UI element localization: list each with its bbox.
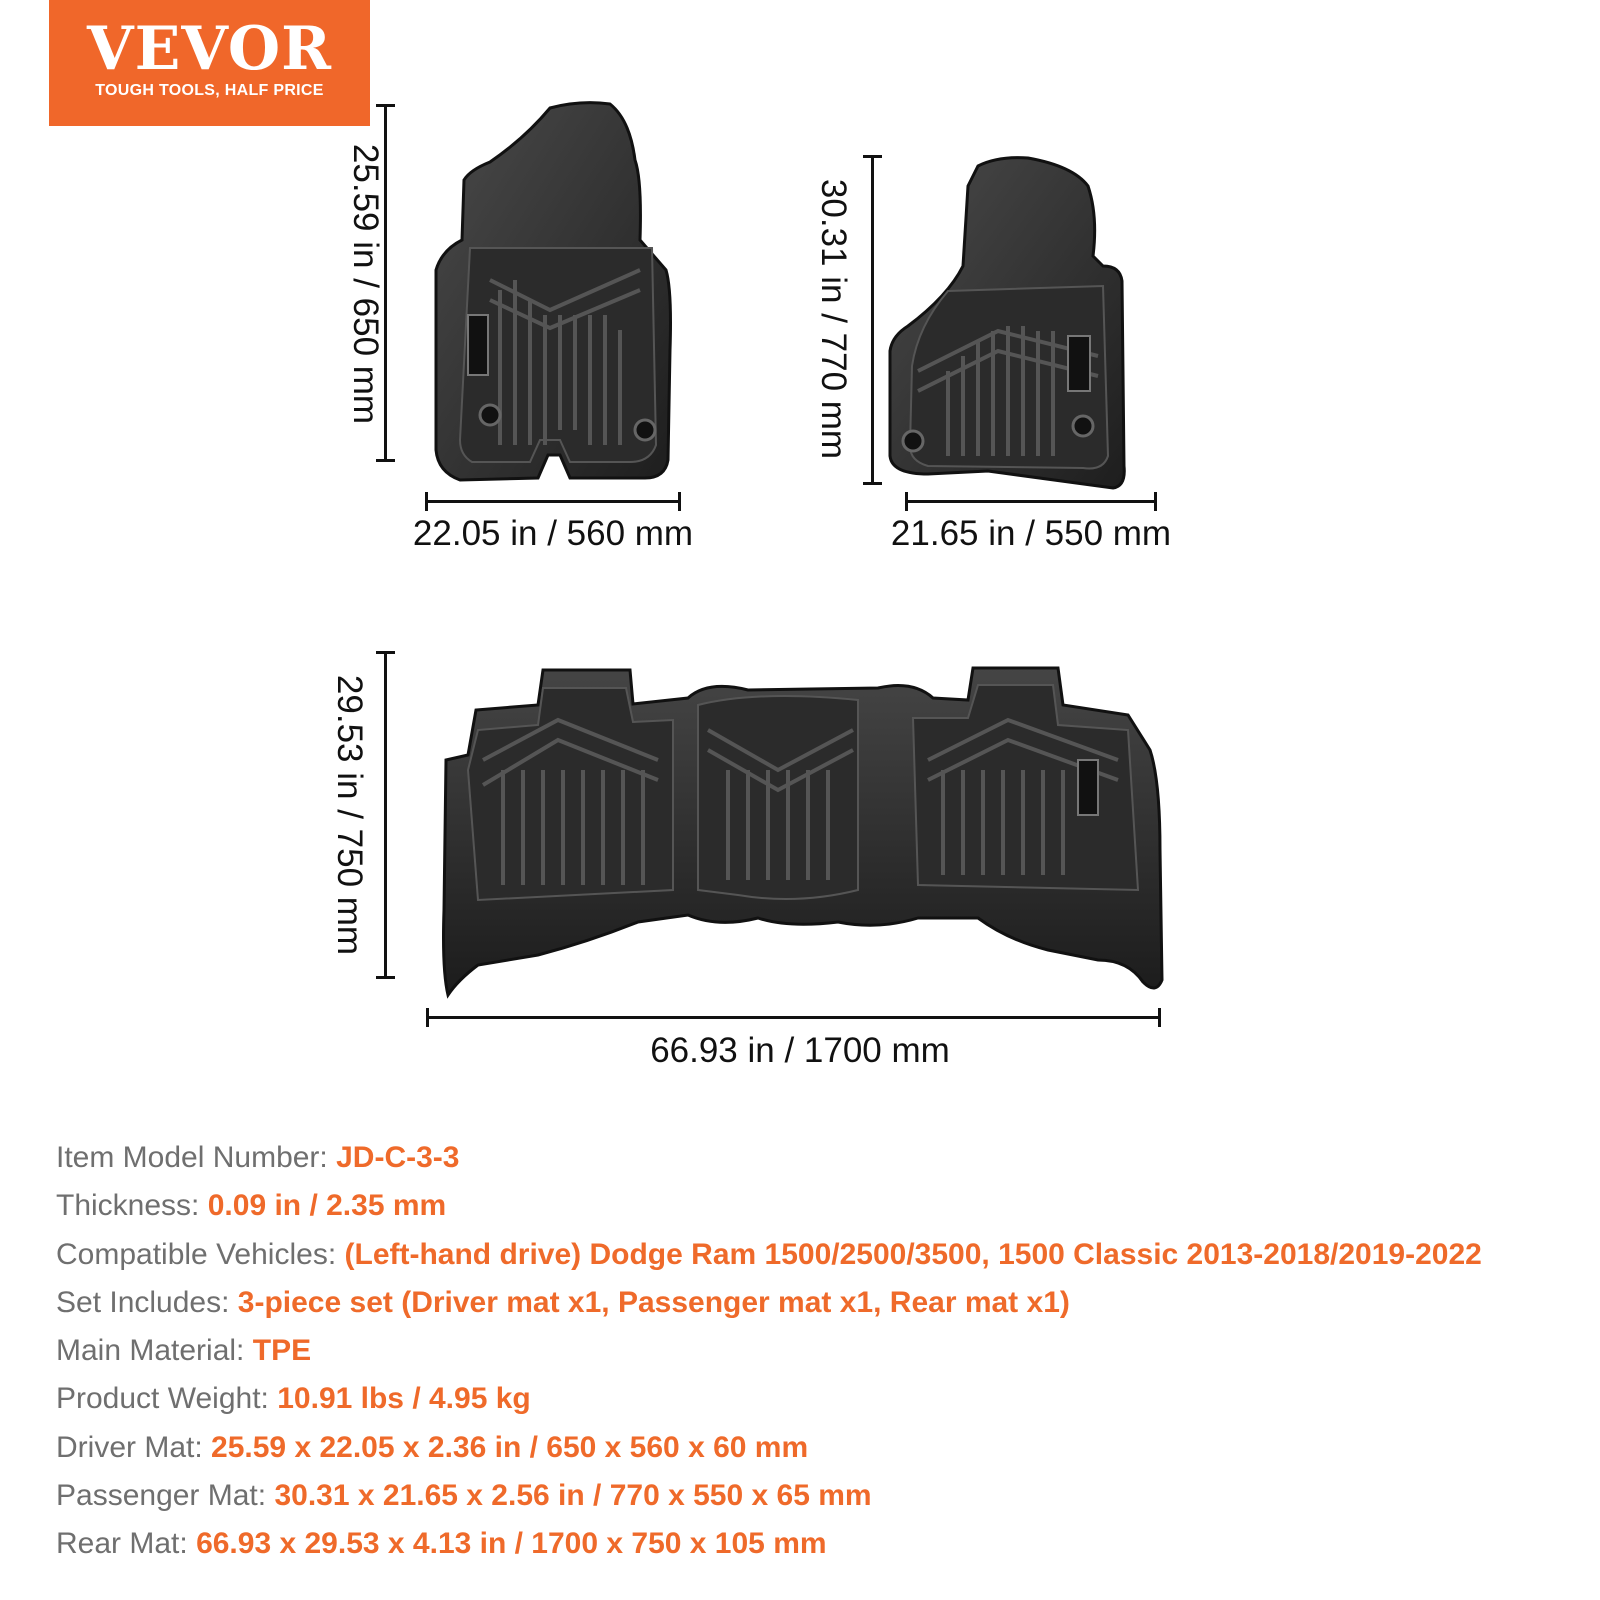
spec-value: 10.91 lbs / 4.95 kg [277,1382,531,1416]
spec-value: 30.31 x 21.65 x 2.56 in / 770 x 550 x 65 mm [274,1479,872,1513]
spec-row [56,1327,1482,1375]
spec-label: Driver Mat: [56,1430,203,1464]
driver-height-label: 25.59 in / 650 mm [346,143,385,425]
driver-mat-image [430,100,690,490]
spec-row [56,1520,1482,1568]
spec-label: Compatible Vehicles: [56,1237,337,1271]
rear-width-label: 66.93 in / 1700 mm [650,1031,950,1070]
spec-value: 0.09 in / 2.35 mm [207,1189,447,1223]
spec-label: Passenger Mat: [56,1479,267,1513]
spec-row [56,1375,1482,1423]
rear-width-line [426,1016,1161,1019]
spec-label: Product Weight: [56,1382,269,1416]
rear-mat-image [438,660,1178,1005]
spec-label: Rear Mat: [56,1527,188,1561]
passenger-mat-image [888,156,1158,496]
brand-logo [49,0,370,126]
spec-value: TPE [252,1334,312,1368]
rear-height-label: 29.53 in / 750 mm [330,674,369,956]
spec-row [56,1279,1482,1327]
brand-tagline: TOUGH TOOLS, HALF PRICE [95,82,324,99]
spec-label: Main Material: [56,1334,245,1368]
passenger-height-label: 30.31 in / 770 mm [814,178,853,460]
spec-value: (Left-hand drive) Dodge Ram 1500/2500/3500, 1500 Classic 2013-2018/2019-2022 [344,1237,1482,1271]
spec-value: 25.59 x 22.05 x 2.36 in / 650 x 560 x 60 mm [211,1430,809,1464]
spec-row [56,1231,1482,1279]
passenger-width-line [905,500,1157,503]
spec-row [56,1424,1482,1472]
passenger-height-line [871,155,874,485]
spec-row [56,1472,1482,1520]
spec-label: Item Model Number: [56,1141,328,1174]
spec-row [56,1182,1482,1230]
spec-value: 3-piece set (Driver mat x1, Passenger mat x1, Rear mat x1) [237,1285,1070,1319]
driver-width-line [425,500,681,503]
brand-name: VEVOR [87,14,332,84]
spec-row [56,1134,1482,1182]
spec-value: JD-C-3-3 [336,1141,460,1174]
passenger-width-label: 21.65 in / 550 mm [890,514,1172,553]
rear-height-line [384,651,387,979]
spec-value: 66.93 x 29.53 x 4.13 in / 1700 x 750 x 105 mm [196,1527,827,1561]
spec-label: Thickness: [56,1189,200,1223]
driver-width-label: 22.05 in / 560 mm [412,514,694,553]
spec-label: Set Includes: [56,1285,230,1319]
specs-list [56,1134,1482,1569]
